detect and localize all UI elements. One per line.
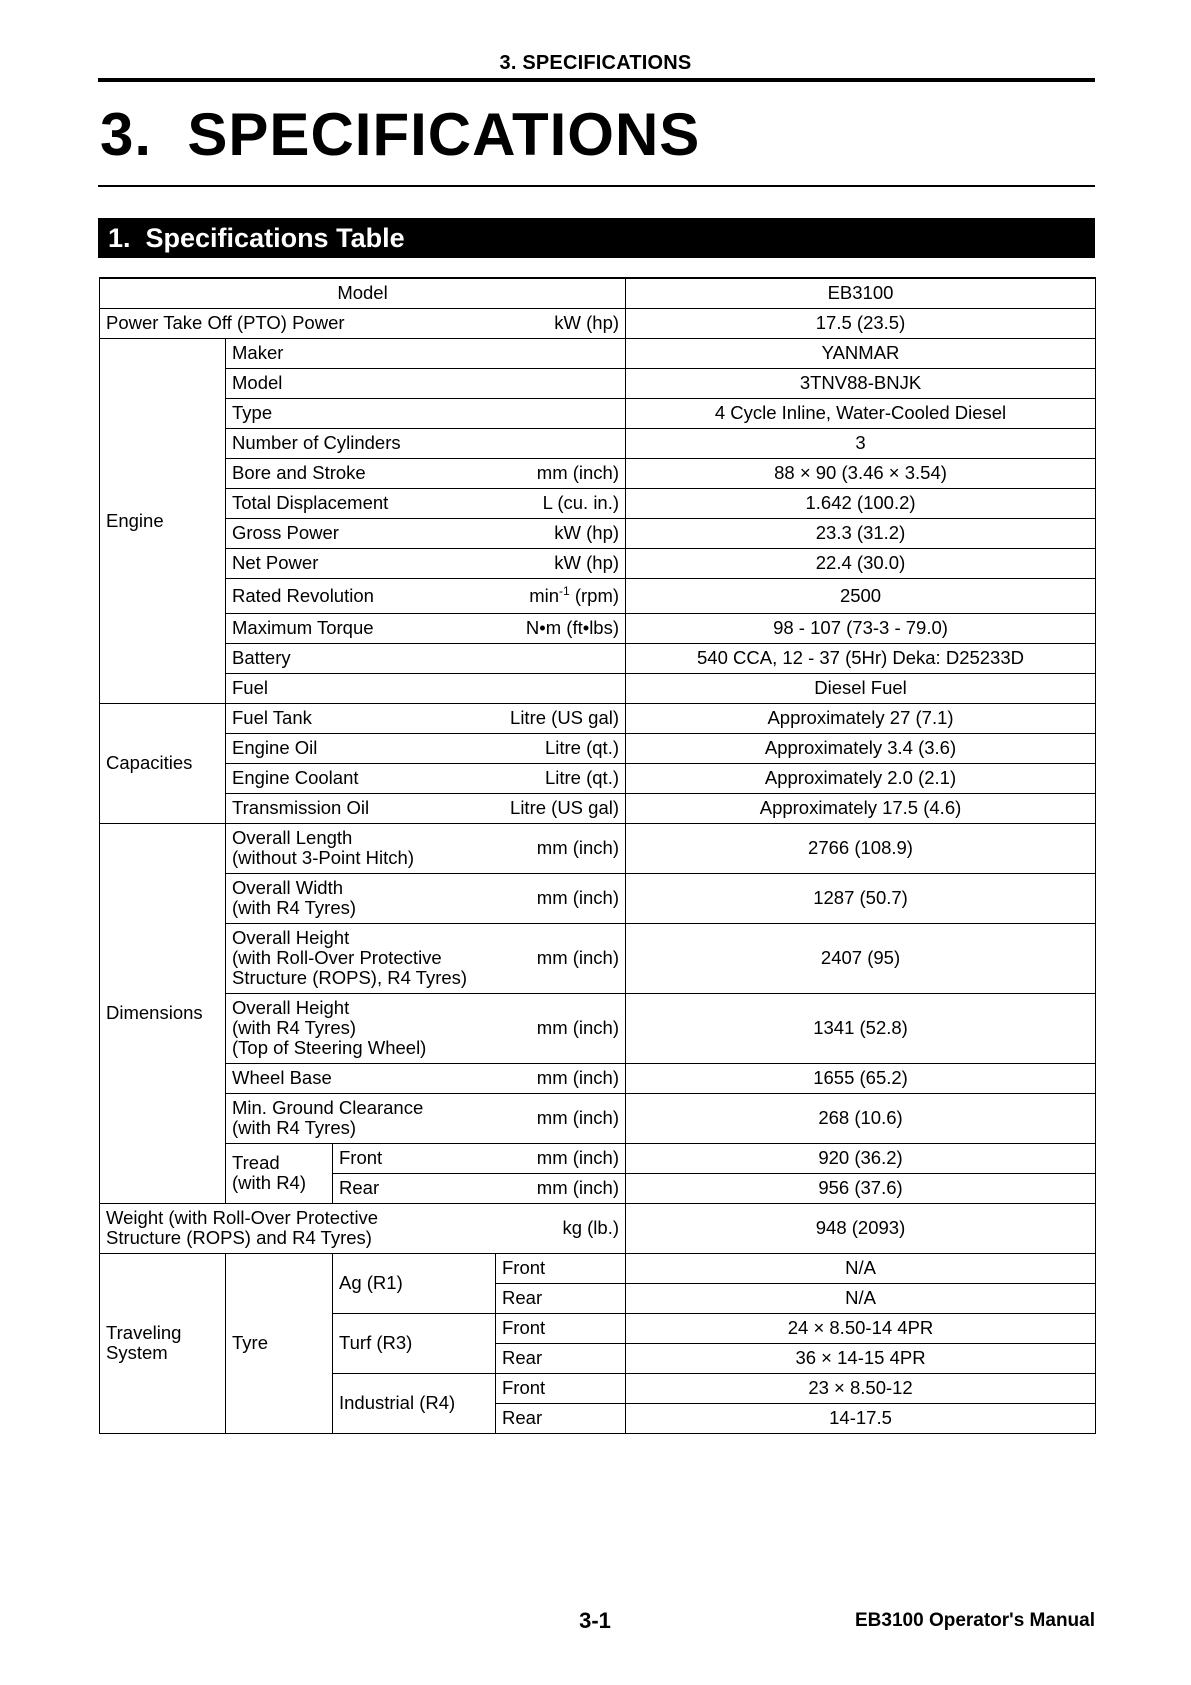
table-row	[100, 548, 1096, 578]
table-row	[100, 643, 1096, 673]
engine-group: Engine	[100, 338, 226, 703]
turf-label: Turf (R3)	[333, 1313, 496, 1373]
table-row	[100, 993, 1096, 1063]
ag-front-label: Front	[496, 1253, 626, 1283]
dimension-row-label: Overall Length (without 3-Point Hitch) mm (inch)	[226, 823, 626, 873]
dimension-row-value: 1341 (52.8)	[626, 993, 1096, 1063]
table-row	[100, 398, 1096, 428]
engine-row-label: Maximum Torque N•m (ft•lbs)	[226, 613, 626, 643]
capacity-row-value: Approximately 27 (7.1)	[626, 703, 1096, 733]
engine-row-label: Type	[226, 398, 626, 428]
dimension-row-value: 1655 (65.2)	[626, 1063, 1096, 1093]
engine-row-value: 540 CCA, 12 - 37 (5Hr) Deka: D25233D	[626, 643, 1096, 673]
ag-rear-label: Rear	[496, 1283, 626, 1313]
engine-row-value: 88 × 90 (3.46 × 3.54)	[626, 458, 1096, 488]
engine-row-label: Gross Power kW (hp)	[226, 518, 626, 548]
engine-row-label: Fuel	[226, 673, 626, 703]
capacity-row-label: Engine Coolant Litre (qt.)	[226, 763, 626, 793]
section-title: 1. Specifications Table	[98, 218, 1095, 258]
capacity-row-value: Approximately 17.5 (4.6)	[626, 793, 1096, 823]
table-row	[100, 1063, 1096, 1093]
table-row	[100, 428, 1096, 458]
chapter-title: 3. SPECIFICATIONS	[100, 101, 701, 168]
specifications-table	[99, 277, 1096, 1434]
traveling-group: Traveling System	[100, 1253, 226, 1433]
industrial-front-value: 23 × 8.50-12	[626, 1373, 1096, 1403]
engine-row-label: Number of Cylinders	[226, 428, 626, 458]
manual-title: EB3100 Operator's Manual	[855, 1610, 1095, 1631]
table-row	[100, 1253, 1096, 1283]
chapter-rule	[98, 185, 1095, 187]
engine-row-value: 3	[626, 428, 1096, 458]
dimension-row-value: 1287 (50.7)	[626, 873, 1096, 923]
industrial-rear-label: Rear	[496, 1403, 626, 1433]
table-row	[100, 458, 1096, 488]
turf-front-label: Front	[496, 1313, 626, 1343]
table-row	[100, 1203, 1096, 1253]
table-row	[100, 793, 1096, 823]
pto-cell	[100, 308, 626, 338]
table-row	[100, 578, 1096, 613]
dimension-row-label: Min. Ground Clearance (with R4 Tyres) mm (inch)	[226, 1093, 626, 1143]
engine-row-label: Model	[226, 368, 626, 398]
dimensions-group: Dimensions	[100, 823, 226, 1203]
dimension-row-label: Overall Width (with R4 Tyres) mm (inch)	[226, 873, 626, 923]
dimension-row-label: Wheel Base mm (inch)	[226, 1063, 626, 1093]
capacity-row-value: Approximately 3.4 (3.6)	[626, 733, 1096, 763]
engine-row-value: 22.4 (30.0)	[626, 548, 1096, 578]
turf-rear-label: Rear	[496, 1343, 626, 1373]
engine-row-value: Diesel Fuel	[626, 673, 1096, 703]
dimension-row-value: 2766 (108.9)	[626, 823, 1096, 873]
page-number: 3-1	[579, 1608, 611, 1633]
tread-rear-label: Rear mm (inch)	[333, 1173, 626, 1203]
table-row	[100, 673, 1096, 703]
table-row	[100, 703, 1096, 733]
pto-unit: kW (hp)	[554, 312, 620, 333]
capacity-row-label: Engine Oil Litre (qt.)	[226, 733, 626, 763]
engine-row-label: Bore and Stroke mm (inch)	[226, 458, 626, 488]
pto-label: Power Take Off (PTO) Power	[106, 312, 345, 333]
table-row	[100, 518, 1096, 548]
pto-value: 17.5 (23.5)	[626, 308, 1096, 338]
weight-value: 948 (2093)	[626, 1203, 1096, 1253]
table-row	[100, 763, 1096, 793]
table-row	[100, 308, 1096, 338]
engine-row-value: 4 Cycle Inline, Water-Cooled Diesel	[626, 398, 1096, 428]
table-row	[100, 368, 1096, 398]
engine-row-label: Rated Revolution $\min^{-1} (rpm)$	[226, 578, 626, 613]
capacity-row-label: Fuel Tank Litre (US gal)	[226, 703, 626, 733]
model-label: Model	[100, 278, 626, 308]
dimension-row-label: Overall Height (with R4 Tyres) (Top of Steering Wheel) mm (inch)	[226, 993, 626, 1063]
table-row	[100, 733, 1096, 763]
table-row	[100, 873, 1096, 923]
table-row	[100, 488, 1096, 518]
tread-front-value: 920 (36.2)	[626, 1143, 1096, 1173]
table-row	[100, 278, 1096, 308]
dimension-row-value: 2407 (95)	[626, 923, 1096, 993]
engine-row-value: YANMAR	[626, 338, 1096, 368]
table-row	[100, 1143, 1096, 1173]
table-row	[100, 613, 1096, 643]
table-row	[100, 923, 1096, 993]
industrial-rear-value: 14-17.5	[626, 1403, 1096, 1433]
engine-row-label: Battery	[226, 643, 626, 673]
turf-front-value: 24 × 8.50-14 4PR	[626, 1313, 1096, 1343]
engine-row-value: 2500	[626, 578, 1096, 613]
dimension-row-value: 268 (10.6)	[626, 1093, 1096, 1143]
tread-front-label: Front mm (inch)	[333, 1143, 626, 1173]
header-rule	[98, 78, 1095, 82]
capacity-row-label: Transmission Oil Litre (US gal)	[226, 793, 626, 823]
weight-label: Weight (with Roll-Over Protective Structure (ROPS) and R4 Tyres) kg (lb.)	[100, 1203, 626, 1253]
ag-front-value: N/A	[626, 1253, 1096, 1283]
running-header: 3. SPECIFICATIONS	[499, 52, 692, 74]
tread-label: Tread (with R4)	[226, 1143, 333, 1203]
model-value: EB3100	[626, 278, 1096, 308]
table-row	[100, 1093, 1096, 1143]
tread-rear-value: 956 (37.6)	[626, 1173, 1096, 1203]
turf-rear-value: 36 × 14-15 4PR	[626, 1343, 1096, 1373]
engine-row-value: 3TNV88-BNJK	[626, 368, 1096, 398]
industrial-label: Industrial (R4)	[333, 1373, 496, 1433]
tyre-label: Tyre	[226, 1253, 333, 1433]
capacities-group: Capacities	[100, 703, 226, 823]
ag-rear-value: N/A	[626, 1283, 1096, 1313]
engine-row-value: 1.642 (100.2)	[626, 488, 1096, 518]
table-row	[100, 823, 1096, 873]
capacity-row-value: Approximately 2.0 (2.1)	[626, 763, 1096, 793]
engine-row-value: 98 - 107 (73-3 - 79.0)	[626, 613, 1096, 643]
engine-row-label: Total Displacement L (cu. in.)	[226, 488, 626, 518]
dimension-row-label: Overall Height (with Roll-Over Protective Structure (ROPS), R4 Tyres) mm (inch)	[226, 923, 626, 993]
engine-row-value: 23.3 (31.2)	[626, 518, 1096, 548]
engine-row-label: Net Power kW (hp)	[226, 548, 626, 578]
industrial-front-label: Front	[496, 1373, 626, 1403]
ag-label: Ag (R1)	[333, 1253, 496, 1313]
engine-row-label: Maker	[226, 338, 626, 368]
table-row	[100, 338, 1096, 368]
